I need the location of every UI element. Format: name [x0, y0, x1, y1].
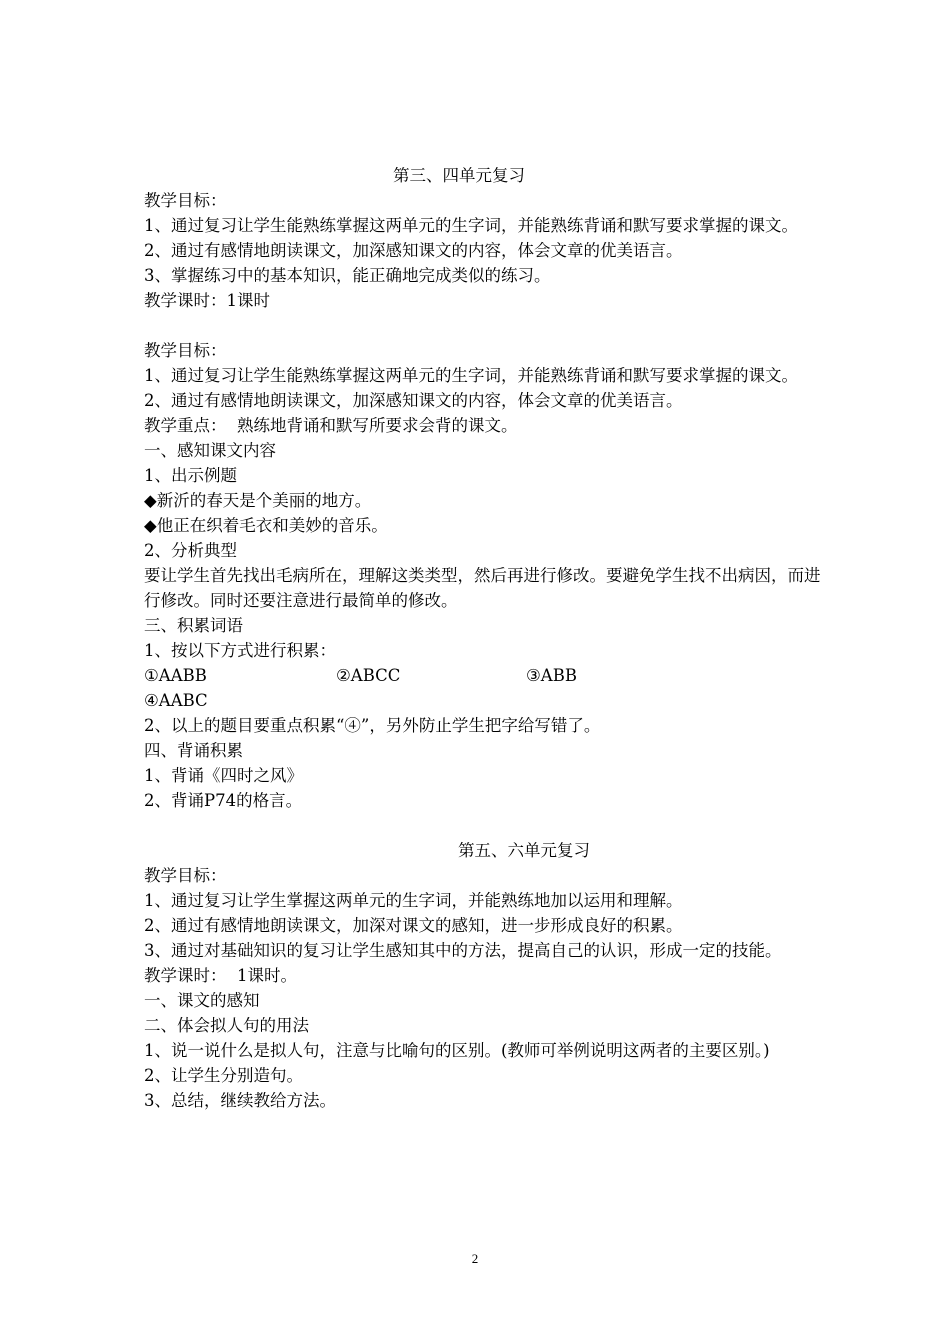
step-item: 1、背诵《四时之风》 — [144, 766, 303, 785]
part-heading: 一、感知课文内容 — [144, 441, 276, 460]
example-sentence: ◆新沂的春天是个美丽的地方。 — [144, 491, 372, 510]
goal-item: 2、通过有感情地朗读课文，加深感知课文的内容，体会文章的优美语言。 — [144, 391, 683, 410]
goal-item: 3、通过对基础知识的复习让学生感知其中的方法，提高自己的认识，形成一定的技能。 — [144, 941, 782, 960]
pattern-item: ①AABB — [144, 666, 207, 685]
goal-item: 1、通过复习让学生能熟练掌握这两单元的生字词，并能熟练背诵和默写要求掌握的课文。 — [144, 366, 798, 385]
step-item: 2、分析典型 — [144, 541, 237, 560]
section-title: 第三、四单元复习 — [393, 166, 525, 185]
page-number: 2 — [471, 1251, 479, 1266]
part-heading: 三、积累词语 — [144, 616, 243, 635]
goal-label: 教学目标： — [144, 191, 227, 210]
goal-item: 1、通过复习让学生掌握这两单元的生字词，并能熟练地加以运用和理解。 — [144, 891, 683, 910]
pattern-row — [144, 663, 844, 688]
step-item: 3、总结，继续教给方法。 — [144, 1091, 336, 1110]
goal-item: 2、通过有感情地朗读课文，加深感知课文的内容，体会文章的优美语言。 — [144, 241, 683, 260]
step-item: 2、让学生分别造句。 — [144, 1066, 303, 1085]
part-heading: 二、体会拟人句的用法 — [144, 1016, 309, 1035]
step-item: 1、出示例题 — [144, 466, 237, 485]
pattern-item: ③ABB — [526, 666, 577, 685]
goal-item: 1、通过复习让学生能熟练掌握这两单元的生字词，并能熟练背诵和默写要求掌握的课文。 — [144, 216, 798, 235]
blank-line — [144, 313, 844, 338]
step-item: 1、按以下方式进行积累： — [144, 641, 336, 660]
lesson-hours: 教学课时：1课时 — [144, 291, 270, 310]
part-heading: 一、课文的感知 — [144, 991, 260, 1010]
goal-item: 2、通过有感情地朗读课文，加深对课文的感知，进一步形成良好的积累。 — [144, 916, 683, 935]
pattern-item: ②ABCC — [336, 666, 401, 685]
step-item: 2、以上的题目要重点积累“④”，另外防止学生把字给写错了。 — [144, 716, 601, 735]
analysis-paragraph: 要让学生首先找出毛病所在，理解这类类型，然后再进行修改。要避免学生找不出病因，而进行修改。同时还要注意进行最简单的修改。 — [144, 566, 821, 610]
goal-item: 3、掌握练习中的基本知识，能正确地完成类似的练习。 — [144, 266, 551, 285]
section-title: 第五、六单元复习 — [458, 841, 590, 860]
part-heading: 四、背诵积累 — [144, 741, 243, 760]
example-sentence: ◆他正在织着毛衣和美妙的音乐。 — [144, 516, 388, 535]
lesson-hours: 教学课时： 1课时。 — [144, 966, 297, 985]
step-item: 1、说一说什么是拟人句，注意与比喻句的区别。(教师可举例说明这两者的主要区别。) — [144, 1041, 770, 1060]
goal-label: 教学目标： — [144, 866, 227, 885]
blank-line — [144, 813, 844, 838]
step-item: 2、背诵P74的格言。 — [144, 791, 303, 810]
document-body — [144, 163, 844, 1113]
pattern-item: ④AABC — [144, 691, 208, 710]
goal-label: 教学目标： — [144, 341, 227, 360]
key-point: 教学重点： 熟练地背诵和默写所要求会背的课文。 — [144, 416, 518, 435]
